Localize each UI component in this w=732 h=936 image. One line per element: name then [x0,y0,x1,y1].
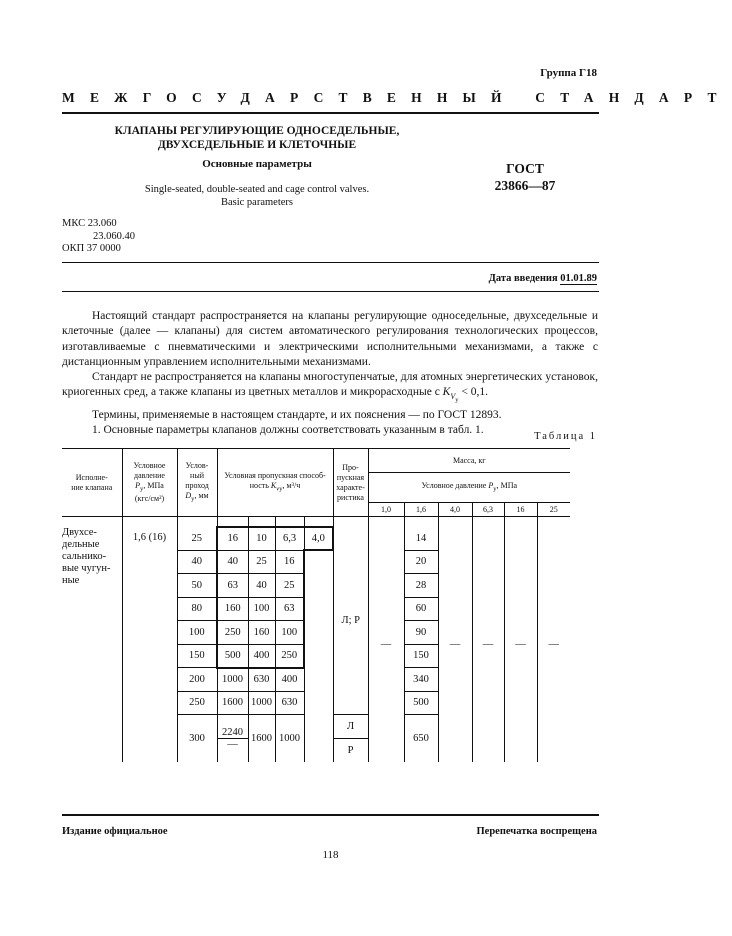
characteristic-cell: Р [333,738,368,762]
capacity-cell: 250 [275,644,304,668]
header-mass-col: 16 [504,503,537,517]
spacer-cell [62,517,122,527]
mass-cell-1-0: — [368,527,404,762]
capacity-cell [304,644,333,668]
mks-code: МКС 23.060 [62,218,117,229]
capacity-cell: 25 [275,574,304,598]
capacity-cell [304,668,333,692]
mass-cell-6-3: — [472,527,504,762]
execution-cell: Двухсе-дельные сальнико-вые чугун-ные [62,527,122,762]
spacer-cell [333,517,368,527]
capacity-cell: 1600 [217,691,248,715]
para2-text-b: < 0,1. [458,386,489,399]
mass-cell-4-0: — [438,527,472,762]
spacer-cell [472,517,504,527]
capacity-cell: 16 [217,527,248,551]
capacity-cell: 400 [248,644,275,668]
document-subtitle: Основные параметры [202,158,312,170]
diameter-cell: 200 [177,668,217,692]
mass-cell-1-6: 28 [404,574,438,598]
characteristic-cell: Л; Р [333,527,368,715]
capacity-cell: 160 [217,597,248,621]
capacity-cell [304,574,333,598]
characteristic-cell: Л [333,715,368,739]
capacity-cell: 100 [248,597,275,621]
diameter-cell: 25 [177,527,217,551]
diameter-cell: 300 [177,715,217,762]
group-code: Группа Г18 [540,67,597,79]
official-edition: Издание официальное [62,826,168,837]
capacity-cell: 500 [217,644,248,668]
capacity-cell: 25 [248,550,275,574]
page-number: 118 [322,849,339,861]
intro-date-value: 01.01.89 [560,273,597,284]
paragraph-terms: Термины, применяемые в настоящем стандарте, и их пояснения — по ГОСТ 12893. [92,408,502,421]
mass-cell-25: — [548,638,559,650]
capacity-cell [304,550,333,574]
header-capacity: Условная пропускная способ- ность $K_{vу}$, м³/ч [217,449,333,517]
spacer-cell [504,517,537,527]
header-mass-col: 4,0 [438,503,472,517]
pressure-cell: 1,6 (16) [122,527,177,762]
gost-code: 23866—87 [494,178,556,193]
mass-cell-1-6: 650 [404,715,438,762]
header-pressure: Условное давление $P_у$, МПа (кгс/см²) [122,449,177,517]
kv-subscript: Vу [450,391,459,404]
header-mass-col: 6,3 [472,503,504,517]
spacer-cell [368,517,404,527]
table-caption: Таблица 1 [534,431,597,442]
mass-cell-1-6: 150 [404,644,438,668]
header-characteristic: Про- пускная характе- ристика [333,449,368,517]
mass-cell-1-6: 60 [404,597,438,621]
table-header-row [62,449,570,473]
title-line-2: ДВУХСЕДЕЛЬНЫЕ И КЛЕТОЧНЫЕ [157,139,357,151]
capacity-cell: 16 [275,550,304,574]
capacity-cell: 400 [275,668,304,692]
capacity-cell: 6,3 [275,527,304,551]
capacity-cell [304,691,333,715]
paragraph-scope: Настоящий стандарт распространяется на клапаны регулирующие односедельные, двухседельные и клеточные (далее — клапаны) для систем автоматического регулирования технологических процессов, изготавливаемые с пневматическими и электрическими исполнительными механизмами, а также с дистанционным управлением исполнительными механизмами. [62,310,598,368]
mass-cell-1-6: 90 [404,621,438,645]
english-title [62,183,452,209]
english-line-1: Single-seated, double-seated and cage control valves. [144,184,370,195]
capacity-cell: 40 [248,574,275,598]
capacity-cell: 250 [217,621,248,645]
spacer-cell [248,517,275,527]
capacity-cell: 40 [217,550,248,574]
capacity-cell: 1000 [217,668,248,692]
footer-rule [62,814,599,816]
para2-text-a: Стандарт не распространяется на клапаны многоступенчатые, для атомных энергетических установок, криогенных сред, а также клапаны из цветных металлов и микрорасходные с [62,371,598,399]
gost-number [470,160,580,194]
header-mass-col: 25 [537,503,570,517]
parameters-table [62,448,570,762]
capacity-cell: 10 [248,527,275,551]
reprint-prohibited: Перепечатка воспрещена [476,826,597,837]
mass-cell-1-6: 14 [404,527,438,551]
spacer-cell [122,517,177,527]
capacity-cell: 160 [248,621,275,645]
capacity-cell: 63 [275,597,304,621]
capacity-cell [304,621,333,645]
english-line-2: Basic parameters [220,197,293,208]
spacer-cell [438,517,472,527]
spacer-cell [537,517,570,527]
capacity-cell: — [217,738,248,762]
header-mass-col: 1,0 [368,503,404,517]
mass-cell-1-6: 20 [404,550,438,574]
header-mass-col: 1,6 [404,503,438,517]
capacity-cell: 1000 [248,691,275,715]
mass-cell-1-6: 500 [404,691,438,715]
gost-label: ГОСТ [506,161,544,176]
table-row [62,527,570,551]
capacity-cell: 63 [217,574,248,598]
paragraph-parameters: 1. Основные параметры клапанов должны соответствовать указанным в табл. 1. [92,423,484,436]
capacity-cell [304,597,333,621]
diameter-cell: 250 [177,691,217,715]
capacity-cell: 630 [275,691,304,715]
diameter-cell: 150 [177,644,217,668]
title-line-1: КЛАПАНЫ РЕГУЛИРУЮЩИЕ ОДНОСЕДЕЛЬНЫЕ, [114,125,400,137]
mks-code-2: 23.060.40 [93,230,135,242]
table-spacer [62,517,570,527]
kv-symbol: K [442,386,451,399]
classification-codes [62,218,135,256]
introduction-date [489,273,597,284]
diameter-cell: 80 [177,597,217,621]
paragraph-exclusions [62,370,598,407]
spacer-cell [177,517,217,527]
spacer-cell [304,517,333,527]
capacity-cell [304,715,333,762]
header-execution: Исполне- ние клапана [62,449,122,517]
body-text [62,309,598,438]
mass-cell-1-6: 340 [404,668,438,692]
diameter-cell: 40 [177,550,217,574]
capacity-cell: 2240 [217,715,248,739]
document-title [62,124,452,152]
date-rule [62,291,599,292]
capacity-cell: 630 [248,668,275,692]
header-diameter: Услов- ный проход $D_у$, мм [177,449,217,517]
intro-date-label: Дата введения [488,273,558,284]
middle-rule [62,262,599,263]
header-mass: Масса, кг [368,449,570,473]
capacity-cell: 4,0 [304,527,333,551]
okp-code: ОКП 37 0000 [62,243,121,254]
standard-banner: МЕЖГОСУДАРСТВЕННЫЙ СТАНДАРТ [62,90,732,105]
spacer-cell [217,517,248,527]
diameter-cell: 100 [177,621,217,645]
top-rule [62,112,599,114]
capacity-cell: 1000 [275,715,304,762]
spacer-cell [275,517,304,527]
header-mass-pressure: Условное давление $P_у$, МПа [368,473,570,503]
diameter-cell: 50 [177,574,217,598]
capacity-cell: 1600 [248,715,275,762]
spacer-cell [404,517,438,527]
capacity-cell: 100 [275,621,304,645]
mass-cell-16: — [504,527,537,762]
